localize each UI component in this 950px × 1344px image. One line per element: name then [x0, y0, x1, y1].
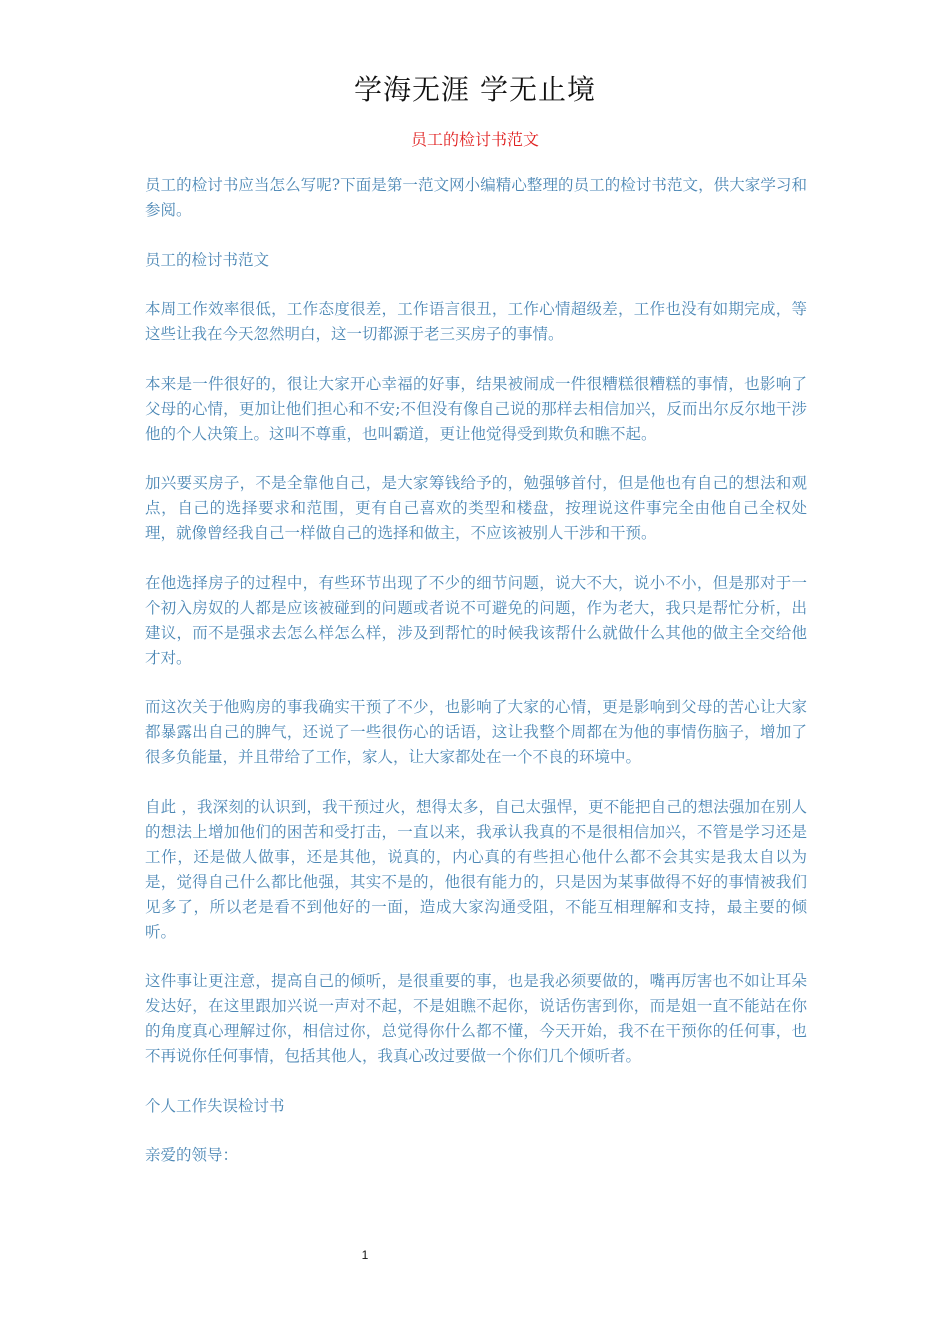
paragraph: 这件事让更注意，提高自己的倾听，是很重要的事，也是我必须要做的，嘴再厉害也不如让耳朵发达好，在这里跟加兴说一声对不起，不是姐瞧不起你，说话伤害到你，而是姐一直不能站在你的角度真心理解过你，相信过你，总觉得你什么都不懂，今天开始，我不在干预你的任何事，也不再说你任何事情，包括其他人，我真心改过要做一个你们几个倾听者。 — [145, 972, 807, 1065]
paragraph: 本来是一件很好的，很让大家开心幸福的好事，结果被闹成一件很糟糕很糟糕的事情，也影响了父母的心情，更加让他们担心和不安;不但没有像自己说的那样去相信加兴，反而出尔反尔地干涉他的个人决策上。这叫不尊重，也叫霸道，更让他觉得受到欺负和瞧不起。 — [145, 374, 807, 443]
document-subtitle: 员工的检讨书范文 — [410, 130, 539, 149]
document-body — [145, 173, 807, 1193]
salutation: 亲爱的领导： — [145, 1146, 239, 1164]
paragraph: 员工的检讨书应当怎么写呢?下面是第一范文网小编精心整理的员工的检讨书范文，供大家学习和参阅。 — [145, 176, 807, 219]
paragraph: 而这次关于他购房的事我确实干预了不少，也影响了大家的心情，更是影响到父母的苦心让大家都暴露出自己的脾气，还说了一些很伤心的话语，这让我整个周都在为他的事情伤脑子，增加了很多负能量，并且带给了工作，家人，让大家都处在一个不良的环境中。 — [145, 698, 807, 766]
page-number: 1 — [361, 1248, 369, 1262]
paragraph: 在他选择房子的过程中，有些环节出现了不少的细节问题，说大不大，说小不小，但是那对于一个初入房奴的人都是应该被碰到的问题或者说不可避免的问题，作为老大，我只是帮忙分析，出建议，而不是强求去怎么样怎么样，涉及到帮忙的时候我该帮什么就做什么其他的做主全交给他才对。 — [145, 573, 807, 667]
page-header-title: 学海无涯 学无止境 — [354, 73, 596, 106]
section-heading: 个人工作失误检讨书 — [145, 1096, 285, 1115]
paragraph: 本周工作效率很低，工作态度很差，工作语言很丑，工作心情超级差，工作也没有如期完成，等这些让我在今天忽然明白，这一切都源于老三买房子的事情。 — [145, 300, 807, 343]
paragraph: 自此 ，我深刻的认识到，我干预过火，想得太多，自己太强悍，更不能把自己的想法强加在别人的想法上增加他们的困苦和受打击，一直以来，我承认我真的不是很相信加兴，不管是学习还是工作，还是做人做事，还是其他，说真的，内心真的有些担心他什么都不会其实是我太自以为是，觉得自己什么都比他强，其实不是的，他很有能力的，只是因为某事做得不好的事情被我们见多了，所以老是看不到他好的一面，造成大家沟通受阻，不能互相理解和支持，最主要的倾听。 — [145, 797, 807, 941]
section-heading: 员工的检讨书范文 — [145, 250, 270, 269]
paragraph: 加兴要买房子，不是全靠他自己，是大家筹钱给予的，勉强够首付，但是他也有自己的想法和观点，自己的选择要求和范围，更有自己喜欢的类型和楼盘，按理说这件事完全由他自己全权处理，就像曾经我自己一样做自己的选择和做主，不应该被别人干涉和干预。 — [145, 474, 807, 542]
